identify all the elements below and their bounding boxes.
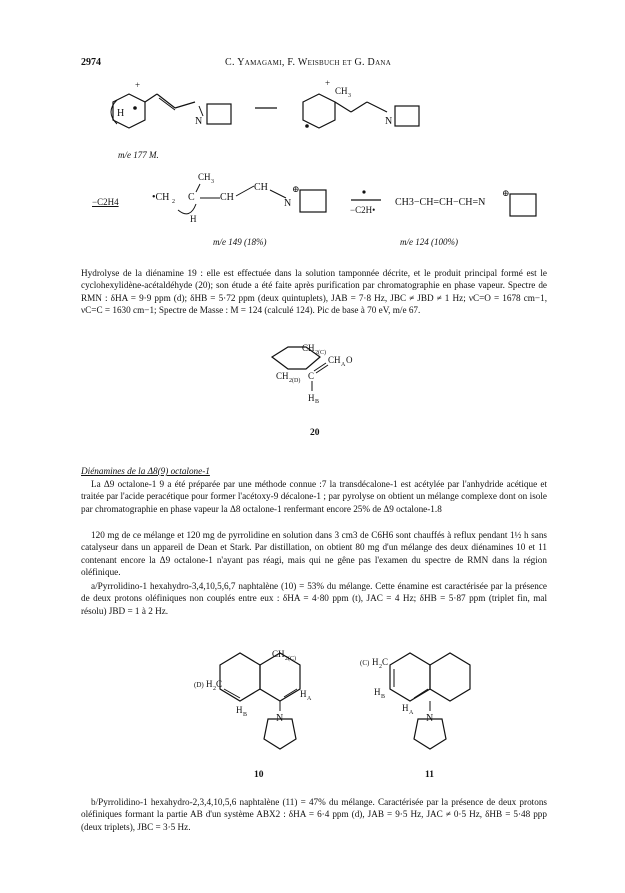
svg-text:H: H — [402, 703, 409, 713]
svg-text:B: B — [243, 712, 248, 718]
svg-text:⊕: ⊕ — [292, 184, 300, 194]
compound-10-label: 10 — [254, 770, 264, 780]
pyrrolidine-left — [207, 104, 231, 124]
svg-text:2: 2 — [213, 686, 216, 692]
running-header-authors: C. Yamagami, F. Weisbuch et G. Dana — [225, 57, 392, 68]
ring-right — [303, 94, 335, 128]
pyrrolidinium-right — [500, 186, 540, 220]
svg-text:A: A — [307, 696, 312, 702]
svg-text:B: B — [315, 399, 320, 405]
svg-text:CH: CH — [198, 172, 211, 182]
svg-text:3: 3 — [348, 93, 351, 99]
paragraph-hydrolyse: Hydrolyse de la diénamine 19 : elle est effectuée dans la solution tamponnée décrite, et le produit principal formé est le cyclohexylidène-acétaldéhyde (20); son étude a été faite après purification par chromatographie en phase vapeur. Spectre de RMN : δHA = 9·9 ppm (d); δHB = 5·72 ppm (deux quintuplets), JAB = 7·8 Hz, JBC ≠ JBD ≠ 1 Hz; νC=O = 1678 cm−1, νC=C = 1630 cm−1; Spectre de Masse : M = 124 (calculé 124). Pic de base à 70 eV, m/e 67. — [81, 268, 547, 315]
compound-20-label: 20 — [310, 428, 320, 438]
label-m124: m/e 124 (100%) — [400, 237, 458, 247]
svg-text:N: N — [385, 116, 393, 127]
label-radical-loss: −C2H• — [350, 205, 376, 215]
svg-text:CH: CH — [335, 86, 348, 96]
svg-text:3: 3 — [211, 179, 214, 185]
svg-text:CH: CH — [254, 182, 268, 193]
svg-text:H: H — [308, 393, 315, 403]
svg-text:N: N — [276, 713, 284, 724]
svg-text:+: + — [325, 78, 331, 88]
paragraph-4: b/Pyrrolidino-1 hexahydro-2,3,4,10,5,6 naphtalène (11) = 47% du mélange. Caractérisée par la présence de deux protons oléfiniques formant la partie AB d'un système ABX2 : δHA = 6·4 ppm (d), JAB = 9·5 Hz, JAC ≠ 0·5 Hz, δHB = 5·48 ppp (deux triplets), JBC = 3·5 Hz. — [81, 797, 547, 832]
label-loss-c2h4: −C2H4 — [92, 197, 119, 207]
svg-text:C: C — [216, 679, 223, 689]
svg-text:(C): (C) — [360, 659, 370, 667]
svg-text:H: H — [190, 214, 197, 224]
structure-10 — [194, 645, 330, 755]
paragraph-1: La Δ9 octalone-1 9 a été préparée par une méthode connue :7 la transdécalone-1 est acétylée par l'anhydride acétique et traitée par l'acide peracétique pour former l'acétoxy-9 décalone-1 ; par pyrolyse on obtient un mélange complexe dont on isole par chromatographie en phase vapeur la Δ8 octalone-1 renfermant encore 25% de Δ9 octalone-1.8 — [81, 479, 547, 514]
right-formula: CH3−CH=CH−CH=N — [395, 197, 486, 208]
paragraph-2: 120 mg de ce mélange et 120 mg de pyrrolidine en solution dans 3 cm3 de C6H6 sont chauffés à reflux pendant 1½ h sans catalyseur dans un appareil de Dean et Stark. Par distillation, on obtient 80 mg d'un mélange des deux diénamines 10 et 11 contenant encore la Δ9 octalone-1 n'ayant pas réagi, mais qui ne gêne pas l'examen du spectre de RMN dans la région oléfinique. — [81, 530, 547, 577]
structure-20 — [262, 339, 392, 424]
svg-text:O: O — [346, 355, 353, 365]
svg-text:C: C — [188, 192, 195, 203]
svg-text:CH: CH — [272, 649, 285, 659]
svg-text:A: A — [341, 362, 346, 368]
svg-text:2: 2 — [379, 664, 382, 670]
compound-11-label: 11 — [425, 770, 434, 780]
svg-text:2(D): 2(D) — [289, 378, 301, 384]
svg-text:2(C): 2(C) — [285, 656, 296, 662]
svg-text:N: N — [195, 116, 203, 127]
svg-text:⊕: ⊕ — [502, 188, 510, 198]
svg-text:CH: CH — [276, 371, 289, 381]
svg-text:CH: CH — [220, 192, 234, 203]
svg-text:C: C — [382, 657, 389, 667]
page-number: 2974 — [81, 57, 101, 68]
svg-text:2(C): 2(C) — [315, 350, 326, 356]
svg-text:H: H — [372, 657, 379, 667]
svg-text:N: N — [284, 198, 292, 209]
structure-11 — [360, 645, 500, 755]
svg-text:•CH: •CH — [152, 192, 170, 203]
pyrrolidine-right — [395, 106, 419, 126]
section-heading: Diénamines de la Δ8(9) octalone-1 — [81, 466, 210, 476]
label-m177: m/e 177 M. — [118, 150, 159, 160]
svg-text:N: N — [426, 713, 434, 724]
svg-text:H: H — [300, 689, 307, 699]
svg-text:CH: CH — [328, 355, 341, 365]
svg-text:(D): (D) — [194, 681, 204, 689]
svg-text:2: 2 — [172, 199, 175, 205]
scheme-middle — [150, 170, 340, 240]
svg-text:H: H — [236, 705, 243, 715]
svg-text:H: H — [117, 108, 125, 119]
label-m149: m/e 149 (18%) — [213, 237, 267, 247]
svg-text:+: + — [135, 80, 141, 90]
paragraph-3: a/Pyrrolidino-1 hexahydro-3,4,10,5,6,7 naphtalène (10) = 53% du mélange. Cette énamine est caractérisée par la présence de deux protons oléfiniques non couplés entre eux : δHA = 4·80 ppm (t), JAC = 4 Hz; δHB = 5·87 ppm (triplet fin, mal résolu) JBD = 1 à 2 Hz. — [81, 581, 547, 616]
svg-text:H: H — [206, 679, 213, 689]
svg-text:C: C — [308, 371, 315, 381]
svg-text:H: H — [374, 687, 381, 697]
svg-text:CH: CH — [302, 343, 315, 353]
svg-text:A: A — [409, 710, 414, 716]
scheme-top — [95, 72, 425, 162]
svg-text:B: B — [381, 694, 386, 700]
